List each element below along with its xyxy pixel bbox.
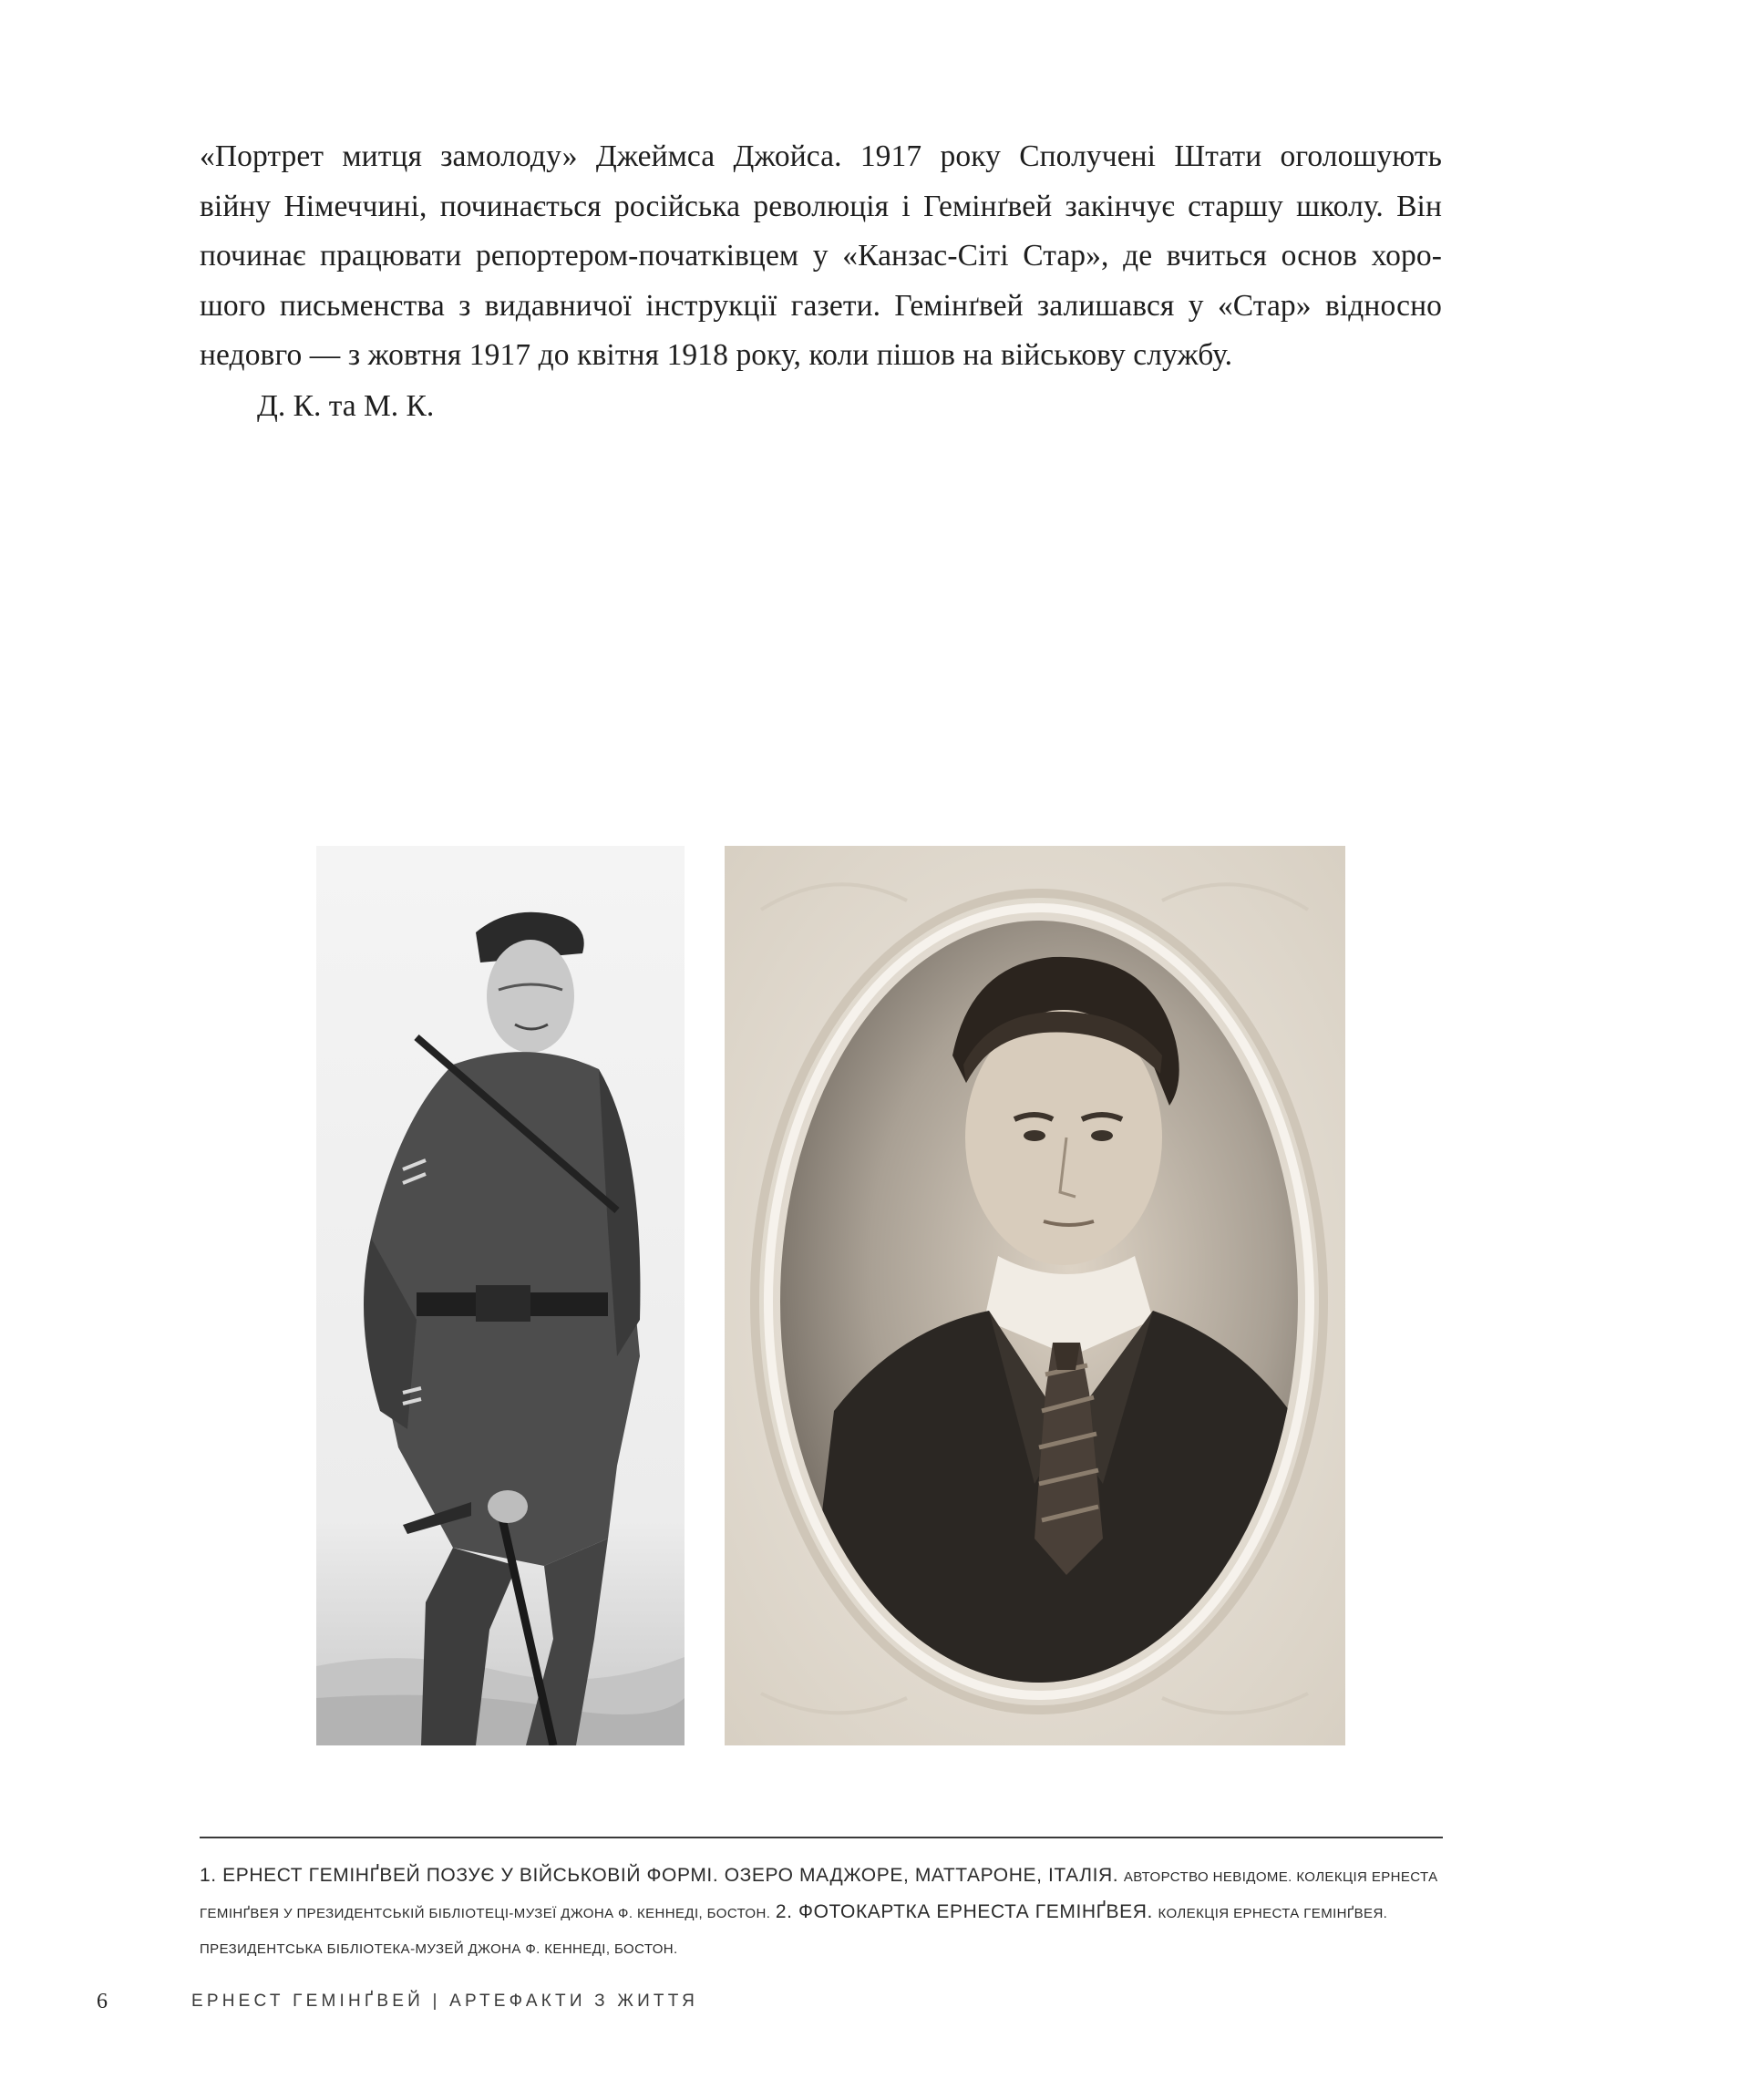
body-line: шого письменства з видавничої інструкції газети. Гемінґвей залишався у «Стар» відносно	[200, 288, 1442, 323]
photo-soldier-illustration	[316, 846, 685, 1745]
body-line: війну Німеччині, починається російська революція і Гемінґвей закінчує старшу школу. Він	[200, 189, 1442, 223]
caption-2-credit: КОЛЕКЦІЯ ЕРНЕСТА ГЕМІНҐВЕЯ. ПРЕЗИДЕНТСЬКА БІБЛІОТЕКА-МУЗЕЙ ДЖОНА Ф. КЕННЕДІ, БОСТОН.	[200, 1906, 1388, 1957]
caption-1-credit: АВТОРСТВО НЕВІДОМЕ. КОЛЕКЦІЯ ЕРНЕСТА ГЕМІНҐВЕЯ У ПРЕЗИДЕНТСЬКІЙ БІБЛІОТЕЦІ-МУЗЕЇ ДЖОНА Ф. КЕННЕДІ, БОСТОН.	[200, 1869, 1438, 1921]
body-line: починає працювати репортером-початківцем у «Канзас-Сіті Стар», де вчиться основ хоро-	[200, 239, 1442, 273]
body-line: недовго — з жовтня 1917 до квітня 1918 року, коли пішов на військову службу.	[200, 338, 1233, 372]
photo-soldier	[316, 846, 685, 1745]
page-number: 6	[97, 1990, 108, 2013]
figure-caption	[200, 1837, 1443, 1967]
caption-1-title: 1. ЕРНЕСТ ГЕМІНҐВЕЙ ПОЗУЄ У ВІЙСЬКОВІЙ ФОРМІ. ОЗЕРО МАДЖОРЕ, МАТТАРОНЕ, ІТАЛІЯ.	[200, 1865, 1119, 1886]
running-head: ЕРНЕСТ ГЕМІНҐВЕЙ | АРТЕФАКТИ З ЖИТТЯ	[191, 1992, 699, 2011]
page-footer	[0, 1990, 1750, 2026]
body-line: «Портрет митця замолоду» Джеймса Джойса. 1917 року Сполучені Штати оголошують	[200, 139, 1442, 173]
photo-portrait-illustration	[725, 846, 1345, 1745]
body-text	[200, 132, 1442, 381]
author-signature: Д. К. та М. К.	[257, 389, 435, 423]
photo-portrait	[725, 846, 1345, 1745]
caption-2-title: 2. ФОТОКАРТКА ЕРНЕСТА ГЕМІНҐВЕЯ.	[775, 1901, 1153, 1922]
